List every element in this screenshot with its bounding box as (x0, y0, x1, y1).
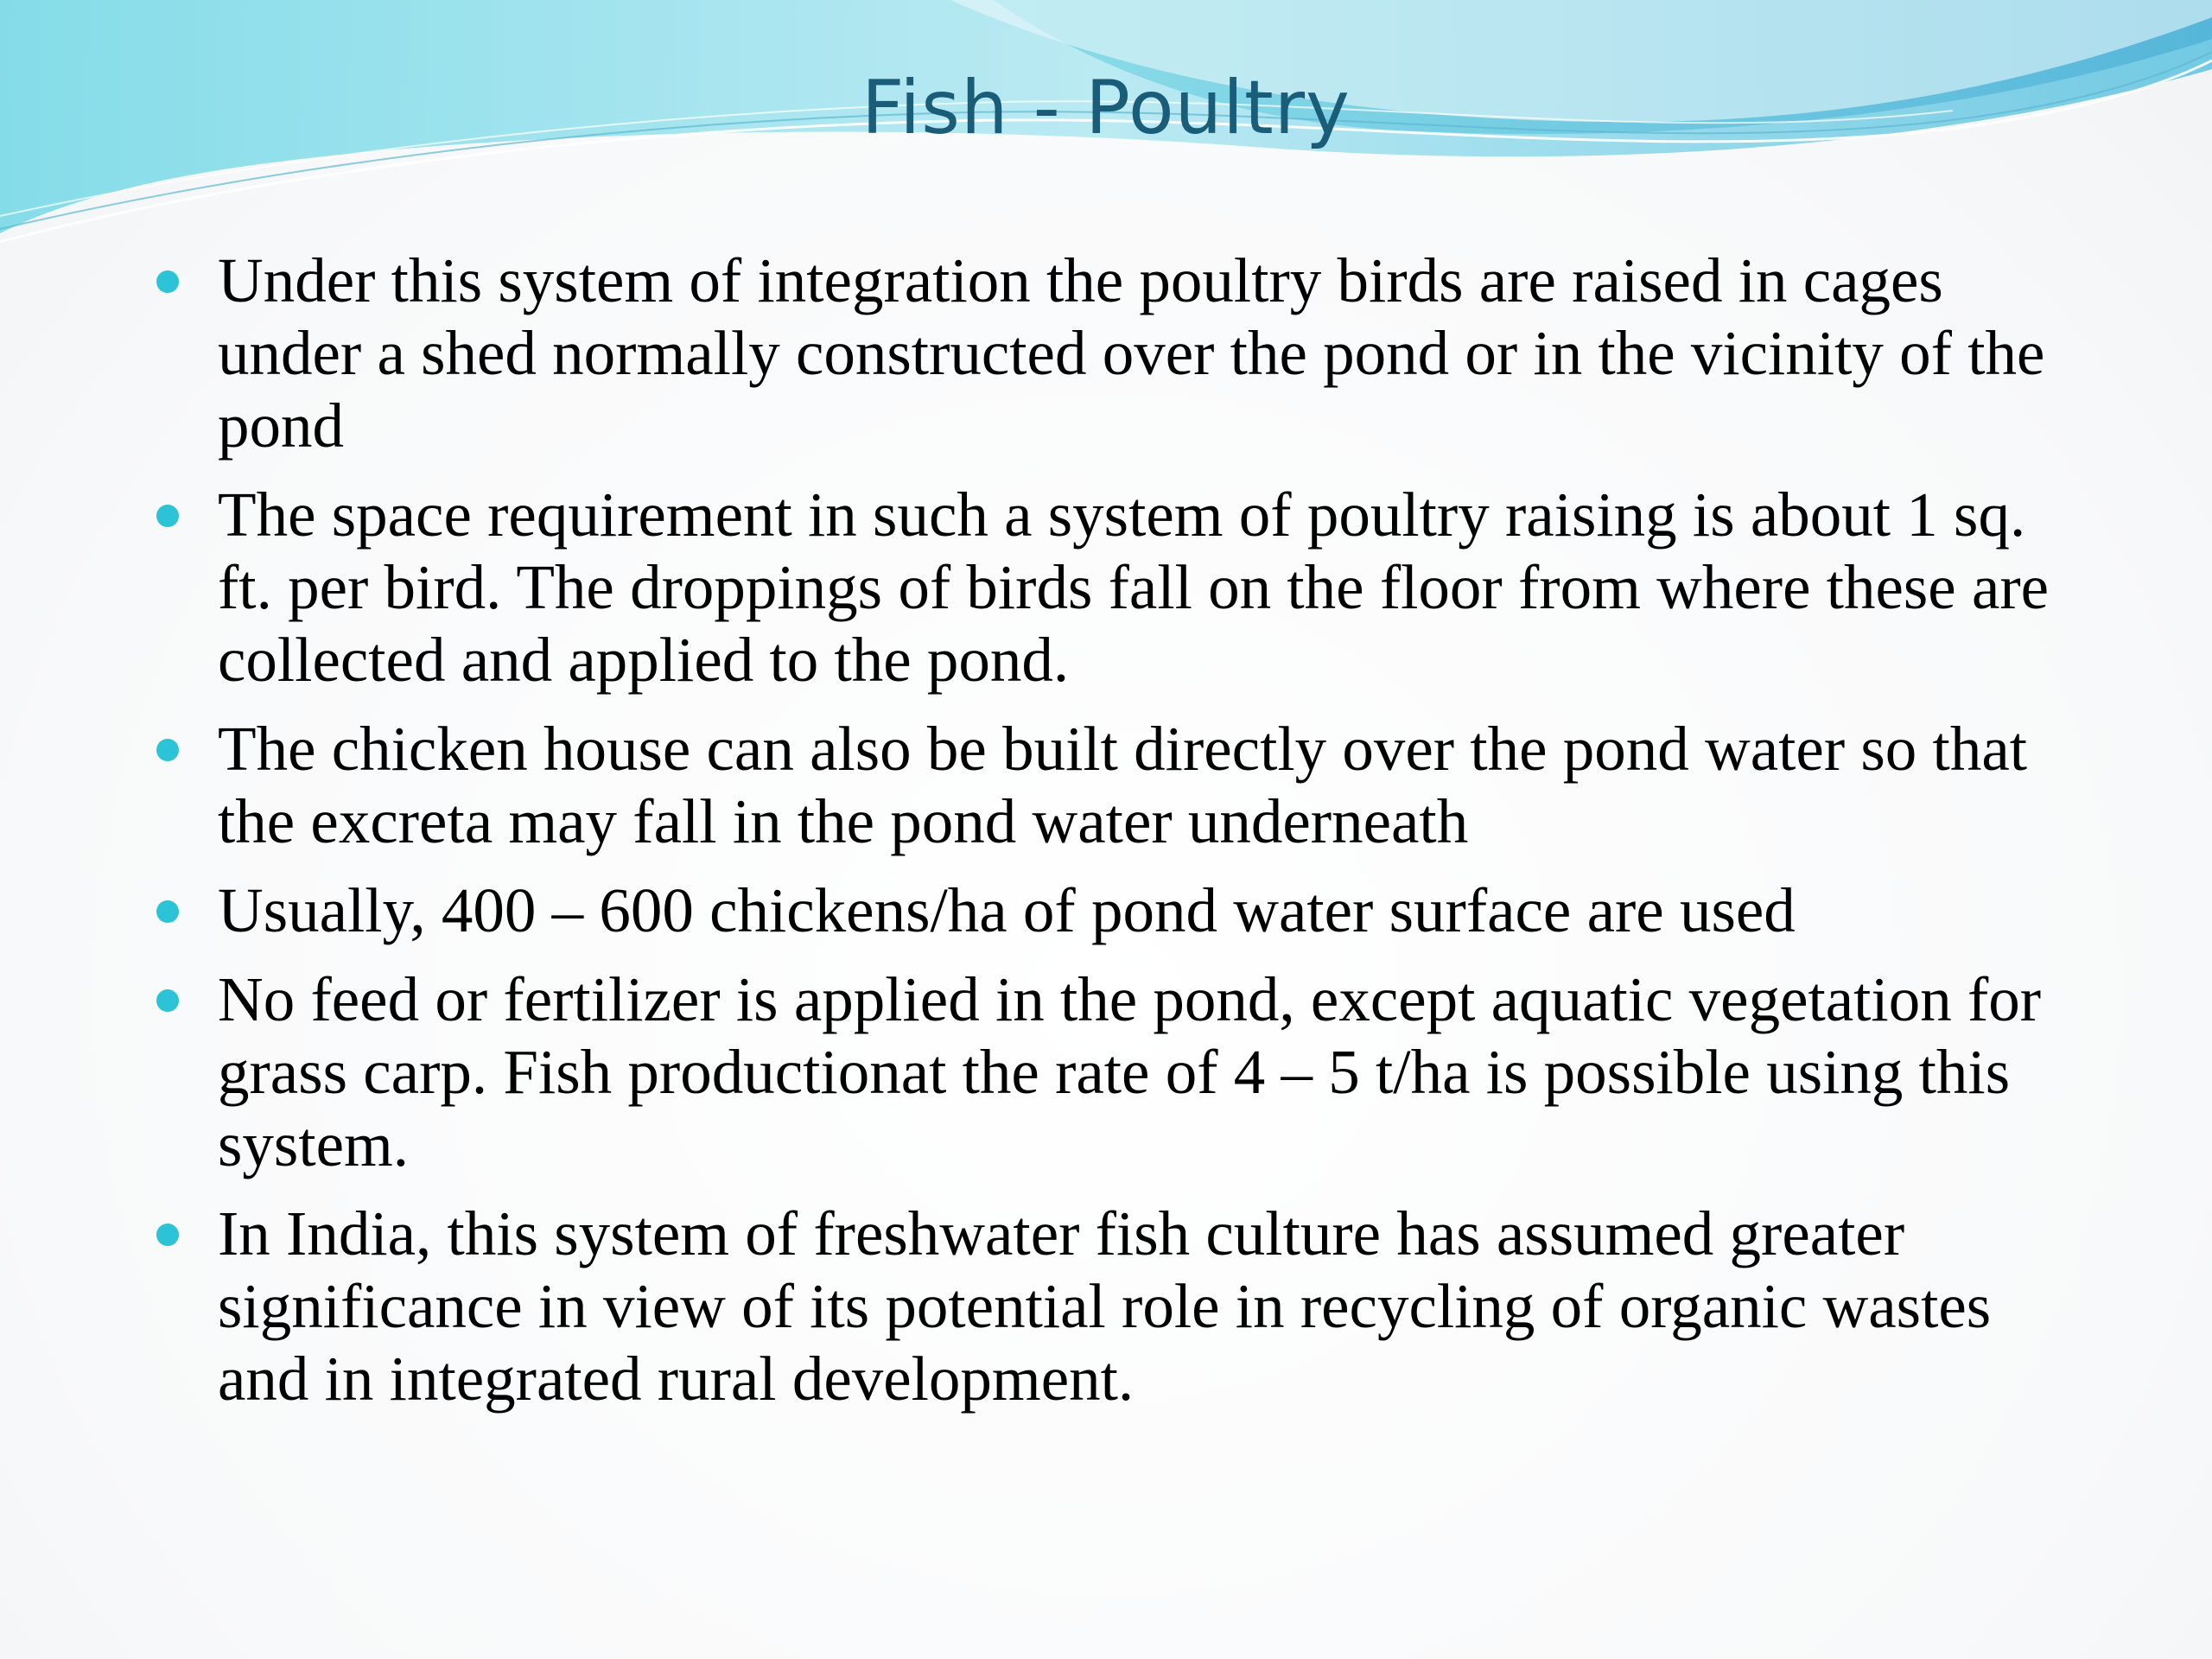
bullet-item (147, 479, 2091, 696)
bullet-dot-icon (156, 739, 179, 761)
bullet-item (147, 245, 2091, 462)
bullet-text: Under this system of integration the poultry birds are raised in cages under a shed normally constructed over the pond or in the vicinity of the pond (218, 245, 2045, 461)
bullet-text: The chicken house can also be built directly over the pond water so that the excreta may fall in the pond water underneath (218, 714, 2028, 856)
bullet-item (147, 1198, 2091, 1415)
bullet-dot-icon (156, 270, 179, 293)
bullet-item (147, 874, 2091, 947)
bullet-text: No feed or fertilizer is applied in the pond, except aquatic vegetation for grass carp. Fish productionat the rate of 4 – 5 t/ha is possible using this system. (218, 964, 2042, 1179)
bullet-dot-icon (156, 1224, 179, 1246)
bullet-dot-icon (156, 989, 179, 1012)
bullet-dot-icon (156, 505, 179, 527)
bullet-dot-icon (156, 900, 179, 923)
bullet-item (147, 713, 2091, 858)
slide-title: Fish - Poultry (861, 65, 1351, 151)
bullet-item (147, 963, 2091, 1181)
bullet-text: Usually, 400 – 600 chickens/ha of pond water surface are used (218, 875, 1796, 945)
bullet-text: In India, this system of freshwater fish culture has assumed greater significance in view of its potential role in recycling of organic wastes and in integrated rural development. (218, 1198, 1992, 1414)
bullet-list (147, 245, 2091, 1432)
bullet-text: The space requirement in such a system of poultry raising is about 1 sq. ft. per bird. The droppings of birds fall on the floor from where these are collected and applied to the pond. (218, 480, 2050, 695)
